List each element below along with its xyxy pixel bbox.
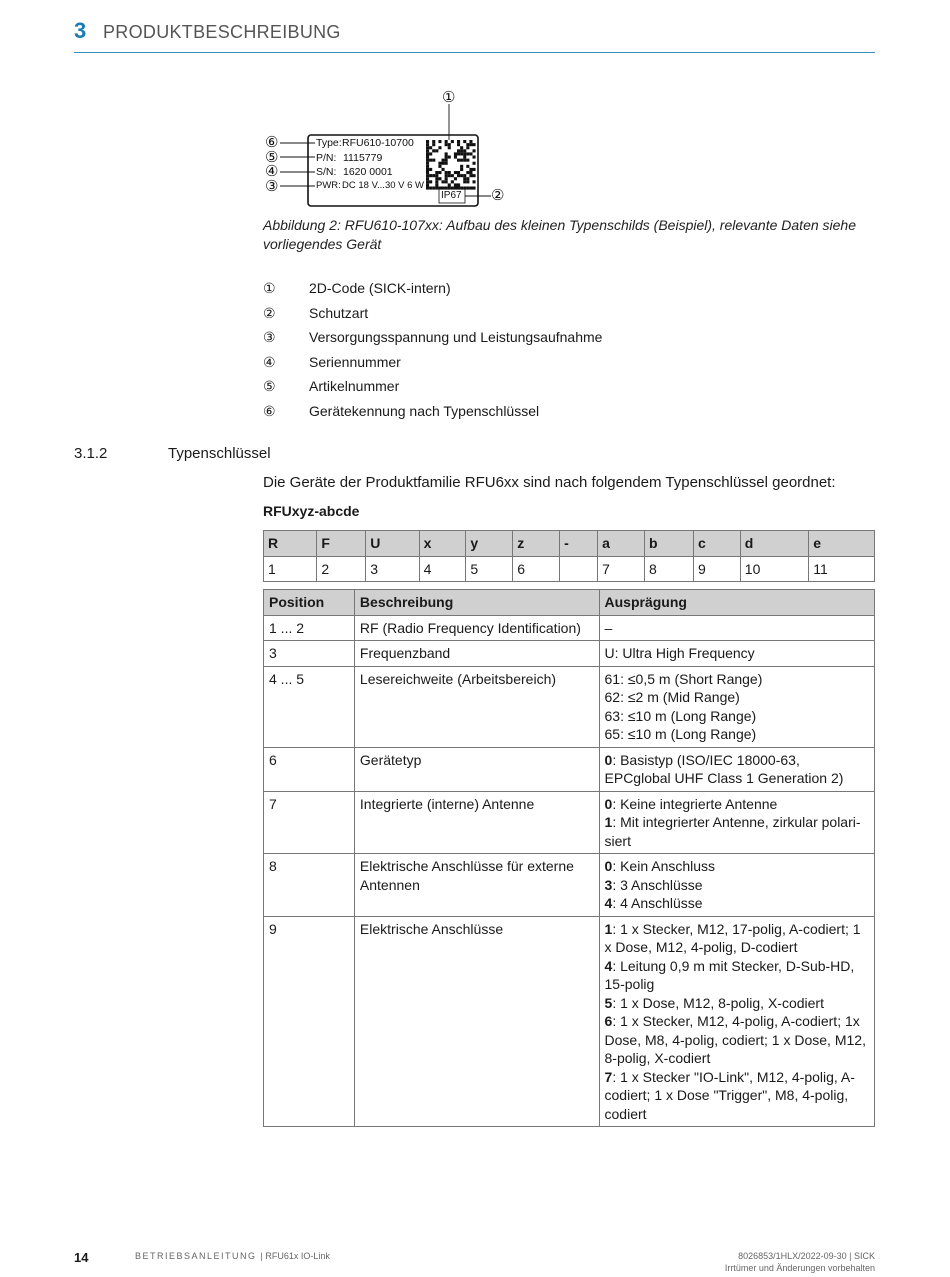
code-module: [466, 180, 469, 183]
legend-item: [263, 280, 863, 305]
legend-item: [263, 305, 863, 330]
code-module: [435, 180, 438, 183]
code-module: [463, 152, 466, 155]
value-line: [605, 920, 869, 957]
value-text: : Keine integrierte Antenne: [612, 795, 778, 812]
code-module: [469, 171, 472, 174]
table-row: [264, 747, 875, 791]
code-module: [432, 159, 435, 162]
code-module: [426, 159, 429, 162]
value-line: [605, 1012, 869, 1068]
legend-text: 2D-Code (SICK-intern): [309, 280, 451, 296]
description-cell: Elektrische Anschlüsse: [354, 916, 599, 1127]
code-positions-row: [264, 556, 875, 582]
value-line: [605, 751, 869, 788]
value-key: 0: [604, 751, 613, 768]
code-module: [445, 180, 448, 183]
legend-text: Versorgungsspannung und Leistungsaufnahme: [309, 329, 603, 346]
callout-1: ①: [442, 89, 456, 106]
description-cell: Gerätetyp: [354, 747, 599, 791]
code-module: [466, 165, 469, 168]
code-module: [473, 143, 476, 146]
legend-item: [263, 403, 863, 428]
table-header-row: [264, 590, 875, 616]
code-module: [445, 174, 448, 177]
code-module: [451, 140, 454, 143]
code-module: [442, 162, 445, 165]
code-module: [426, 162, 429, 165]
value-text: 65: ≤10 m (Long Range): [604, 726, 757, 742]
code-module: [457, 159, 460, 162]
code-module: [426, 177, 429, 180]
callout-5: ⑤: [265, 149, 279, 166]
value-text: 62: ≤2 m (Mid Range): [604, 689, 740, 705]
footer-doc-type: BETRIEBSANLEITUNG: [135, 1251, 257, 1261]
value-text: : Basistyp (ISO/IEC 18000-63, EPCglobal UHF Class 1 Generation 2): [604, 751, 844, 786]
label-field-pwr: PWR:: [316, 180, 341, 191]
callout-3: ③: [265, 178, 279, 195]
code-module: [448, 183, 451, 186]
code-module: [438, 162, 441, 165]
description-cell: RF (Radio Frequency Identification): [354, 615, 599, 641]
code-letter-cell: -: [560, 531, 598, 557]
value-text: 63: ≤10 m (Long Range): [604, 707, 757, 724]
code-module: [473, 156, 476, 159]
type-key-table: [263, 589, 875, 1127]
code-module: [460, 152, 463, 155]
code-module: [466, 152, 469, 155]
table-row: [264, 854, 875, 917]
code-module: [448, 156, 451, 159]
position-cell: 8: [264, 854, 355, 917]
value-line: [605, 894, 869, 913]
legend-text: Seriennummer: [309, 353, 401, 370]
code-module: [445, 143, 448, 146]
chapter-title: PRODUKTBESCHREIBUNG: [103, 22, 341, 42]
code-module: [463, 149, 466, 152]
value-key: 7: [604, 1068, 613, 1085]
code-module: [429, 159, 432, 162]
values-cell: [599, 791, 874, 854]
code-module: [426, 171, 429, 174]
code-module: [457, 183, 460, 186]
code-letter-cell: a: [598, 531, 645, 557]
code-module: [432, 140, 435, 143]
code-module: [426, 174, 429, 177]
label-value-pwr: DC 18 V...30 V 6 W: [342, 180, 425, 191]
value-text: : Leitung 0,9 m mit Stecker, D-Sub-HD, 15-polig: [604, 957, 855, 992]
label-field-pn: P/N:: [316, 152, 337, 164]
code-module: [445, 159, 448, 162]
code-module: [429, 152, 432, 155]
code-module: [473, 187, 476, 190]
values-cell: [599, 641, 874, 667]
footer-disclaimer: Irrtümer und Änderungen vorbehalten: [724, 1263, 875, 1273]
table-row: [264, 791, 875, 854]
legend-number: ①: [263, 280, 276, 296]
code-position-cell: 10: [740, 556, 809, 582]
code-module: [469, 174, 472, 177]
code-letter-cell: R: [264, 531, 317, 557]
code-module: [463, 159, 466, 162]
value-key: 4: [604, 895, 613, 911]
value-line: [605, 994, 869, 1013]
code-module: [426, 168, 429, 171]
callout-4: ④: [265, 163, 279, 180]
table-row: [264, 615, 875, 641]
code-position-cell: 6: [513, 556, 560, 582]
page-number: 14: [74, 1250, 89, 1265]
code-letter-cell: d: [740, 531, 809, 557]
code-module: [466, 187, 469, 190]
code-module: [451, 180, 454, 183]
code-module: [466, 143, 469, 146]
value-line: [605, 707, 869, 726]
code-module: [473, 174, 476, 177]
code-position-cell: 2: [317, 556, 366, 582]
legend-number: ④: [263, 353, 276, 370]
table-row: [264, 666, 875, 747]
code-module: [463, 174, 466, 177]
value-text: : 1 x Stecker, M12, 17-polig, A-codiert; 1 x Dose, M12, 4-polig, D-codiert: [604, 920, 861, 955]
code-module: [435, 149, 438, 152]
code-module: [429, 174, 432, 177]
code-module: [448, 146, 451, 149]
legend-number: ⑥: [263, 402, 276, 419]
value-key: 0: [604, 858, 613, 874]
value-line: [605, 795, 869, 814]
code-module: [451, 174, 454, 177]
values-cell: [599, 916, 874, 1127]
code-module: [438, 171, 441, 174]
code-module: [460, 149, 463, 152]
code-module: [469, 152, 472, 155]
callout-6: ⑥: [265, 134, 279, 151]
code-module: [463, 180, 466, 183]
code-module: [426, 143, 429, 146]
description-cell: Elektrische Anschlüsse für externe Antennen: [354, 854, 599, 917]
code-module: [469, 187, 472, 190]
section-intro: Die Geräte der Produktfamilie RFU6xx sind nach folgendem Typenschlüssel geordnet:: [263, 474, 836, 491]
value-text: : Kein Anschluss: [612, 858, 716, 874]
value-key: 4: [604, 957, 613, 974]
code-module: [466, 146, 469, 149]
code-module: [429, 146, 432, 149]
code-position-cell: 9: [693, 556, 740, 582]
legend-text: Schutzart: [309, 304, 369, 321]
code-module: [473, 162, 476, 165]
code-module: [457, 149, 460, 152]
value-line: [605, 619, 869, 638]
label-value-type: RFU610-10700: [342, 137, 414, 149]
code-module: [445, 156, 448, 159]
code-letter-cell: z: [513, 531, 560, 557]
code-position-cell: 8: [645, 556, 694, 582]
code-module: [438, 146, 441, 149]
position-cell: 9: [264, 916, 355, 1127]
code-letters-row: [264, 531, 875, 557]
values-cell: [599, 615, 874, 641]
position-cell: 6: [264, 747, 355, 791]
code-letter-cell: c: [693, 531, 740, 557]
value-text: –: [604, 619, 613, 636]
figure-caption: Abbildung 2: RFU610-107xx: Aufbau des kleinen Typenschilds (Beispiel), relevante Daten siehe vorliegendes Gerät: [263, 217, 857, 252]
code-module: [463, 140, 466, 143]
code-module: [426, 156, 429, 159]
value-line: [605, 1068, 869, 1124]
code-module: [426, 180, 429, 183]
code-module: [460, 159, 463, 162]
code-module: [432, 143, 435, 146]
code-letter-cell: e: [809, 531, 875, 557]
legend-item: [263, 354, 863, 379]
code-module: [457, 174, 460, 177]
code-module: [426, 165, 429, 168]
ip-rating: IP67: [441, 190, 462, 201]
value-line: [605, 957, 869, 994]
code-module: [454, 152, 457, 155]
description-cell: Lesereichweite (Arbeitsbereich): [354, 666, 599, 747]
code-module: [426, 149, 429, 152]
value-text: : 4 Anschlüsse: [612, 895, 703, 911]
column-header: Position: [264, 590, 355, 616]
code-module: [454, 177, 457, 180]
legend-number: ⑤: [263, 378, 276, 395]
code-module: [454, 183, 457, 186]
code-position-cell: 5: [466, 556, 513, 582]
code-letter-cell: x: [419, 531, 466, 557]
legend-item: [263, 329, 863, 354]
code-module: [429, 180, 432, 183]
code-module: [432, 174, 435, 177]
column-header: Beschreibung: [354, 590, 599, 616]
value-text: : Mit integrierter Antenne, zirkular polari-siert: [604, 814, 861, 849]
legend-number: ②: [263, 304, 276, 321]
section-number: 3.1.2: [74, 445, 108, 462]
code-module: [469, 143, 472, 146]
code-position-cell: [560, 556, 598, 582]
code-module: [463, 177, 466, 180]
code-module: [466, 177, 469, 180]
code-module: [426, 152, 429, 155]
values-cell: [599, 666, 874, 747]
code-module: [429, 187, 432, 190]
page-header: [74, 18, 875, 53]
code-position-cell: 7: [598, 556, 645, 582]
value-key: 1: [604, 814, 613, 830]
figure-legend: [263, 280, 863, 428]
value-key: 0: [604, 795, 613, 812]
code-module: [445, 177, 448, 180]
position-cell: 1 ... 2: [264, 615, 355, 641]
chapter-number: 3: [74, 18, 87, 43]
value-key: 6: [604, 1013, 613, 1029]
code-module: [432, 149, 435, 152]
code-module: [445, 171, 448, 174]
type-code: RFUxyz-abcde: [263, 503, 360, 519]
table-row: [264, 916, 875, 1127]
legend-text: Artikelnummer: [309, 378, 400, 395]
code-module: [469, 140, 472, 143]
value-text: 61: ≤0,5 m (Short Range): [604, 670, 763, 687]
code-module: [457, 152, 460, 155]
code-letter-cell: y: [466, 531, 513, 557]
values-cell: [599, 854, 874, 917]
value-key: 1: [604, 920, 613, 937]
code-module: [445, 152, 448, 155]
code-module: [429, 168, 432, 171]
values-cell: [599, 747, 874, 791]
code-module: [457, 140, 460, 143]
value-line: [605, 644, 869, 663]
value-text: : 1 x Stecker "IO-Link", M12, 4-polig, A-codiert; 1 x Dose "Trigger", M8, 4-polig, codiert: [604, 1068, 855, 1122]
code-module: [438, 140, 441, 143]
code-module: [426, 140, 429, 143]
code-module: [426, 187, 429, 190]
description-cell: Integrierte (interne) Antenne: [354, 791, 599, 854]
code-letter-cell: F: [317, 531, 366, 557]
code-module: [435, 177, 438, 180]
code-module: [445, 140, 448, 143]
code-module: [473, 180, 476, 183]
value-line: [605, 813, 869, 850]
type-code-table: [263, 530, 875, 582]
footer-document: [135, 1251, 330, 1261]
code-module: [448, 174, 451, 177]
code-module: [457, 171, 460, 174]
footer-right: [725, 1250, 875, 1274]
type-label-figure: [263, 86, 533, 212]
value-text: : 1 x Stecker, M12, 4-polig, A-codiert; 1x Dose, M8, 4-polig, codiert; 1 x Dose, M12, 8-polig, X-codiert: [604, 1013, 866, 1066]
code-module: [438, 165, 441, 168]
code-module: [460, 174, 463, 177]
code-position-cell: 4: [419, 556, 466, 582]
code-module: [466, 159, 469, 162]
code-module: [445, 162, 448, 165]
legend-text: Gerätekennung nach Typenschlüssel: [309, 402, 540, 419]
code-module: [448, 143, 451, 146]
code-module: [435, 183, 438, 186]
code-module: [435, 174, 438, 177]
position-cell: 4 ... 5: [264, 666, 355, 747]
code-module: [442, 168, 445, 171]
code-module: [426, 146, 429, 149]
label-field-sn: S/N:: [316, 166, 337, 178]
code-module: [435, 187, 438, 190]
code-module: [448, 171, 451, 174]
code-module: [438, 177, 441, 180]
table-row: [264, 641, 875, 667]
code-module: [442, 180, 445, 183]
code-position-cell: 11: [809, 556, 875, 582]
code-module: [442, 159, 445, 162]
code-module: [432, 187, 435, 190]
value-key: 5: [604, 994, 613, 1011]
code-module: [469, 168, 472, 171]
code-module: [463, 187, 466, 190]
column-header: Ausprägung: [599, 590, 874, 616]
code-module: [463, 156, 466, 159]
label-value-sn: 1620 0001: [343, 166, 393, 178]
code-module: [435, 171, 438, 174]
code-module: [454, 156, 457, 159]
section-title: Typenschlüssel: [168, 445, 271, 462]
code-module: [426, 183, 429, 186]
footer-doc-id: 8026853/1HLX/2022-09-30 | SICK: [738, 1251, 875, 1261]
callout-2: ②: [491, 187, 505, 204]
code-position-cell: 1: [264, 556, 317, 582]
value-line: [605, 688, 869, 707]
value-line: [605, 670, 869, 689]
code-module: [454, 171, 457, 174]
code-letter-cell: b: [645, 531, 694, 557]
description-cell: Frequenzband: [354, 641, 599, 667]
value-line: [605, 876, 869, 895]
value-text: : 1 x Dose, M12, 8-polig, X-codiert: [612, 994, 824, 1011]
legend-number: ③: [263, 329, 276, 346]
value-key: 3: [604, 876, 613, 893]
code-module: [473, 149, 476, 152]
code-module: [460, 168, 463, 171]
label-field-type: Type:: [316, 137, 342, 149]
code-letter-cell: U: [366, 531, 419, 557]
code-module: [473, 168, 476, 171]
code-module: [457, 143, 460, 146]
code-module: [460, 146, 463, 149]
value-text: U: Ultra High Frequency: [604, 645, 755, 661]
value-text: : 3 Anschlüsse: [612, 876, 703, 893]
code-module: [460, 165, 463, 168]
position-cell: 3: [264, 641, 355, 667]
footer-product: | RFU61x IO-Link: [260, 1251, 330, 1261]
code-position-cell: 3: [366, 556, 419, 582]
value-line: [605, 857, 869, 876]
position-cell: 7: [264, 791, 355, 854]
value-line: [605, 725, 869, 744]
legend-item: [263, 378, 863, 403]
code-module: [466, 171, 469, 174]
label-value-pn: 1115779: [343, 152, 383, 164]
